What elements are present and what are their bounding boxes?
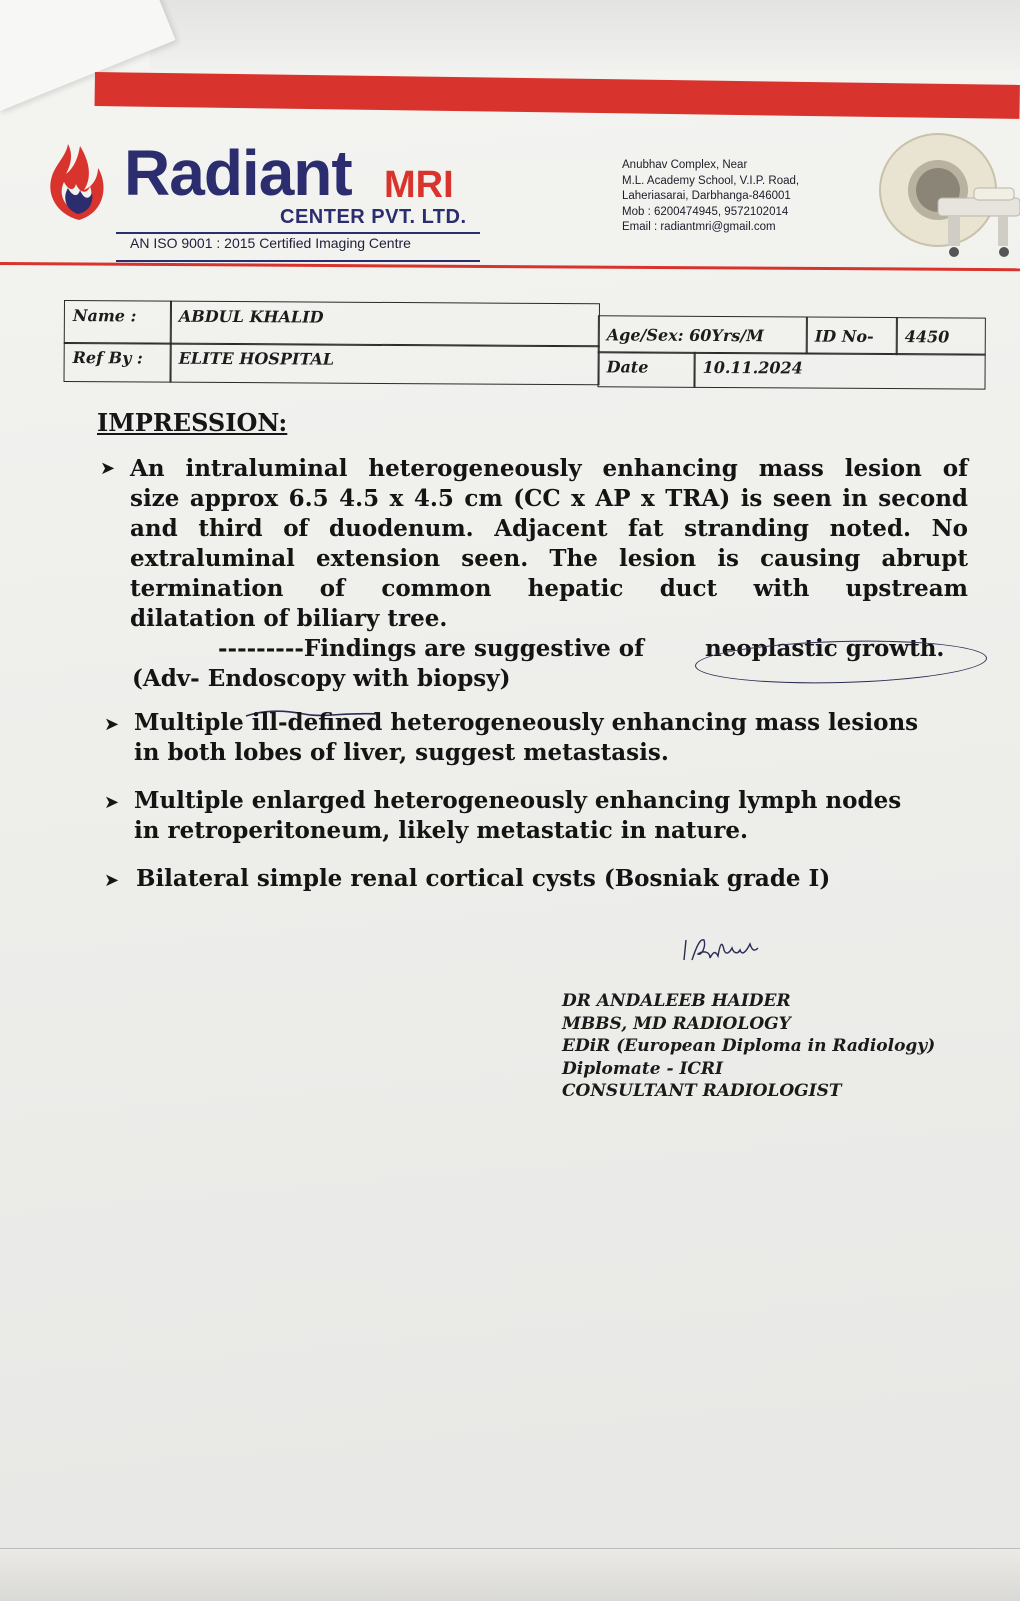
logo-divider [116, 232, 480, 234]
finding-1-conclusion: ---------Findings are suggestive of [218, 635, 644, 662]
finding-4: Bilateral simple renal cortical cysts (Bosniak grade I) [136, 865, 831, 892]
doctor-degree: MBBS, MD RADIOLOGY [562, 1013, 791, 1034]
address-line: Laheriasarai, Darbhanga-846001 [622, 190, 791, 202]
bullet-arrow-icon: ➤ [104, 870, 120, 891]
referring-hospital: ELITE HOSPITAL [169, 343, 599, 386]
brand-name: Radiant [124, 137, 352, 209]
email-line: Email : radiantmri@gmail.com [622, 221, 776, 233]
finding-1 [130, 454, 968, 634]
report-date: 10.11.2024 [693, 352, 985, 390]
finding-1-line: termination of common hepatic duct with upstream [130, 575, 968, 602]
handwritten-signature [680, 930, 770, 970]
finding-1-line: An intraluminal heterogeneously enhancing mass lesion of [130, 455, 968, 482]
id-value: 4450 [896, 317, 986, 356]
finding-1-line: size approx 6.5 4.5 x 4.5 cm (CC x AP x TRA) is seen in second [130, 485, 968, 512]
age-sex-cell [598, 315, 808, 354]
finding-2-line: Multiple ill-defined heterogeneously enhancing mass lesions [134, 709, 919, 736]
finding-2-line: in both lobes of liver, suggest metastasis. [134, 739, 669, 766]
finding-1-line: and third of duodenum. Adjacent fat stranding noted. No [130, 515, 968, 542]
name-label: Name : [64, 300, 172, 345]
doctor-diploma: EDiR (European Diploma in Radiology) [562, 1036, 936, 1056]
date-label: Date [597, 351, 695, 388]
phone-line: Mob : 6200474945, 9572102014 [622, 205, 789, 218]
brand-subtitle: CENTER PVT. LTD. [280, 206, 467, 228]
doctor-certification: Diplomate - ICRI [562, 1058, 724, 1079]
bullet-arrow-icon: ➤ [104, 792, 120, 813]
signature-block [562, 990, 935, 1103]
paper-stack [150, 0, 1020, 70]
logo-divider [116, 260, 480, 262]
ref-label: Ref By : [63, 342, 171, 383]
certification-text: AN ISO 9001 : 2015 Certified Imaging Centre [130, 235, 411, 251]
finding-1-line: extraluminal extension seen. The lesion is causing abrupt [130, 545, 968, 572]
finding-1-line: dilatation of biliary tree. [130, 605, 448, 632]
address-line: Anubhav Complex, Near [622, 159, 748, 171]
flame-logo-icon [44, 128, 114, 224]
age-sex-value: 60Yrs/M [689, 325, 764, 346]
address-line: M.L. Academy School, V.I.P. Road, [622, 174, 800, 187]
header-red-band [95, 72, 1020, 119]
address-block [622, 158, 852, 236]
brand-suffix: MRI [384, 164, 454, 206]
age-sex-label: Age/Sex: [606, 325, 684, 345]
finding-1-highlight: neoplastic growth. [705, 635, 945, 662]
impression-heading: IMPRESSION: [97, 408, 288, 437]
finding-1-advice: (Adv- Endoscopy with biopsy) [132, 665, 511, 692]
bullet-arrow-icon: ➤ [104, 714, 120, 735]
header-divider [0, 262, 1020, 271]
finding-3-line: in retroperitoneum, likely metastatic in nature. [134, 817, 748, 844]
paper-bottom-edge [0, 1548, 1020, 1601]
mri-scanner-icon [878, 128, 1020, 268]
doctor-title: CONSULTANT RADIOLOGIST [562, 1081, 842, 1101]
finding-3-line: Multiple enlarged heterogeneously enhancing lymph nodes [134, 787, 902, 814]
id-label: ID No- [806, 317, 898, 356]
bullet-arrow-icon: ➤ [100, 458, 116, 479]
patient-name: ABDUL KHALID [170, 301, 600, 348]
doctor-name: DR ANDALEEB HAIDER [562, 991, 791, 1011]
patient-info-table [63, 300, 1006, 394]
